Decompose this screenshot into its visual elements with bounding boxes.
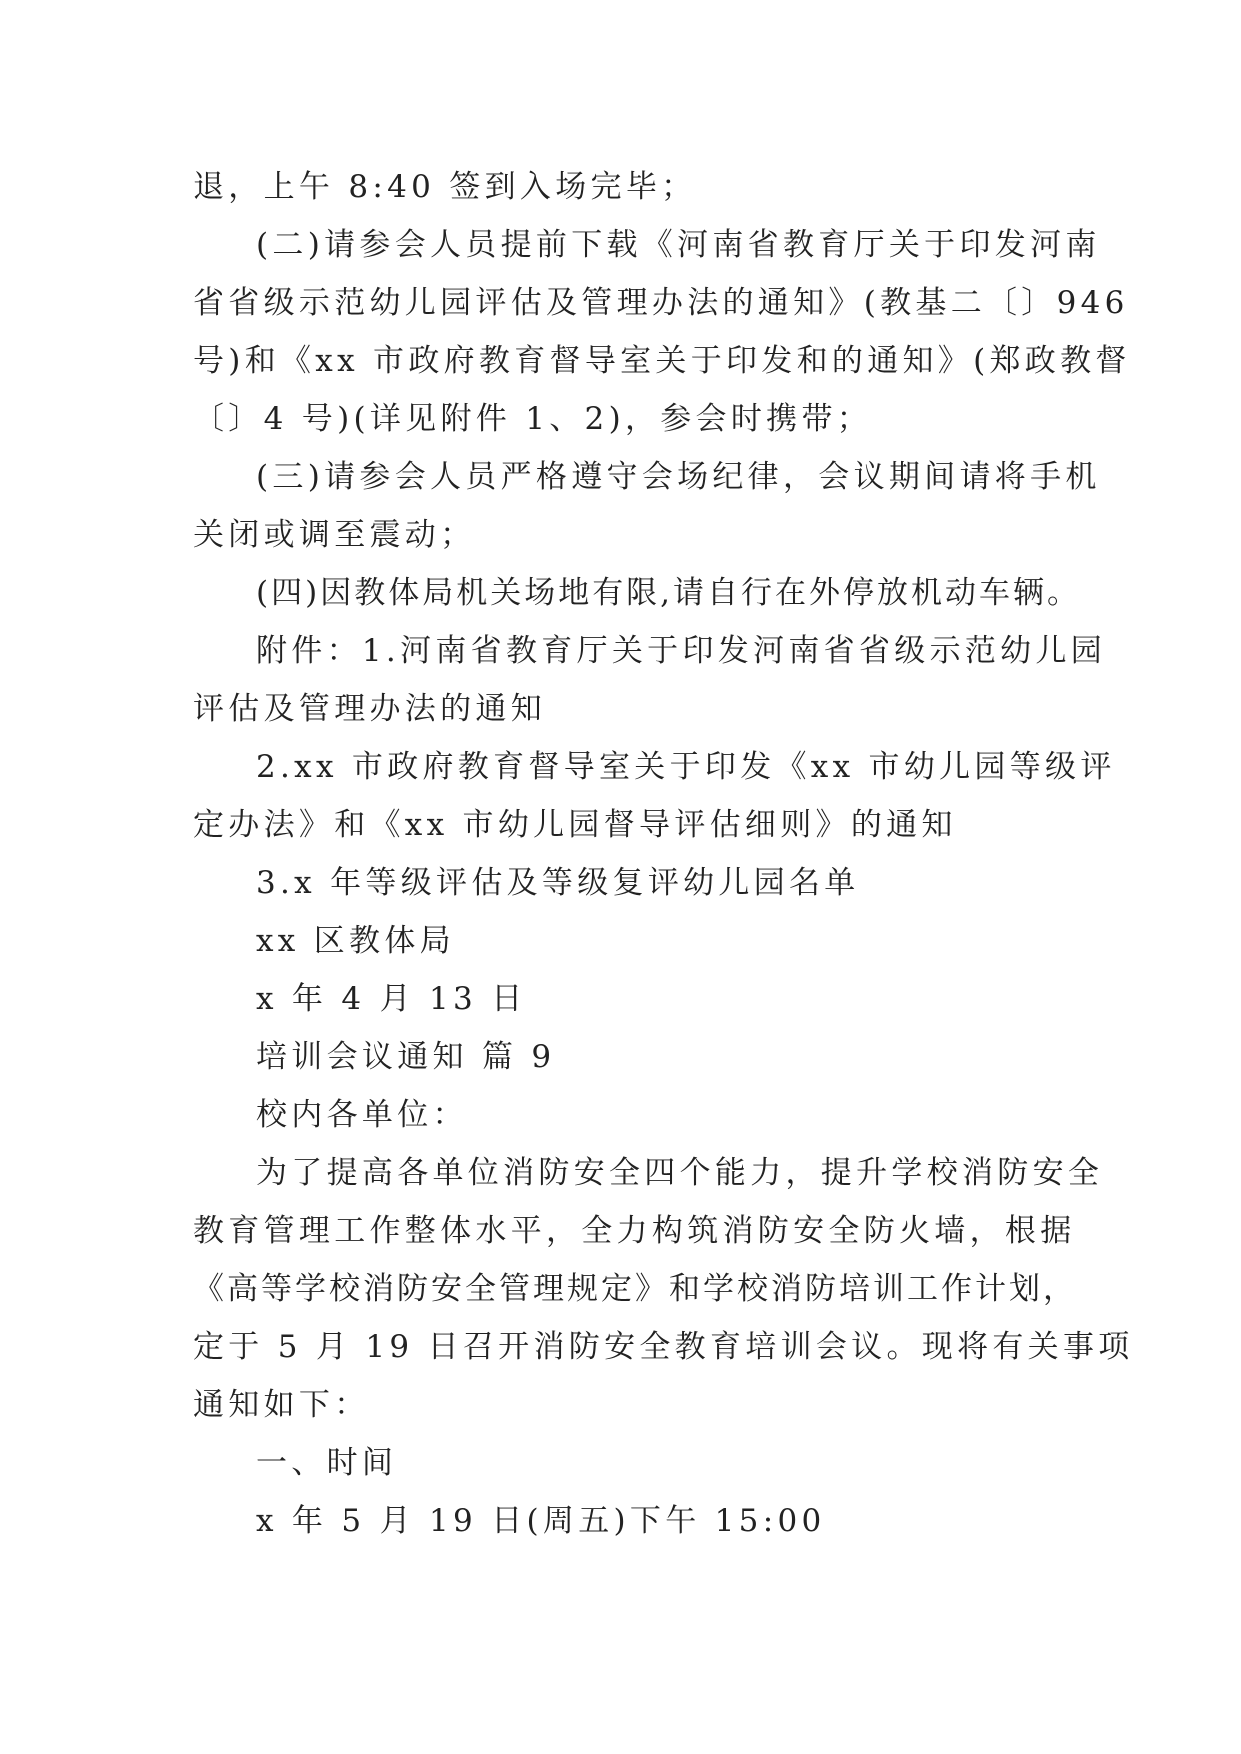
text-line: 3.x 年等级评估及等级复评幼儿园名单	[256, 865, 860, 901]
text-line: 《高等学校消防安全管理规定》和学校消防培训工作计划，	[193, 1271, 1077, 1307]
text-line: 教育管理工作整体水平，全力构筑消防安全防火墙，根据	[193, 1213, 1076, 1249]
salutation-line: 校内各单位：	[256, 1097, 468, 1133]
text-line: x 年 5 月 19 日(周五)下午 15:00	[256, 1503, 826, 1539]
text-line: 关闭或调至震动；	[193, 517, 476, 553]
text-line: 为了提高各单位消防安全四个能力，提升学校消防安全	[256, 1155, 1104, 1191]
heading-line: 一、时间	[256, 1445, 398, 1481]
text-line: 附件：1.河南省教育厅关于印发河南省省级示范幼儿园	[256, 633, 1107, 669]
text-line: 号)和《xx 市政府教育督导室关于印发和的通知》(郑政教督	[193, 343, 1131, 379]
text-line: 退，上午 8:40 签到入场完毕；	[193, 169, 697, 205]
date-line: x 年 4 月 13 日	[256, 981, 527, 1017]
text-line: 省省级示范幼儿园评估及管理办法的通知》(教基二〔〕946	[193, 285, 1129, 321]
text-line: (二)请参会人员提前下载《河南省教育厅关于印发河南	[256, 227, 1101, 263]
text-line: (四)因教体局机关场地有限,请自行在外停放机动车辆。	[256, 575, 1082, 611]
text-line: 定于 5 月 19 日召开消防安全教育培训会议。现将有关事项	[193, 1329, 1134, 1365]
text-line: (三)请参会人员严格遵守会场纪律，会议期间请将手机	[256, 459, 1101, 495]
text-line: 定办法》和《xx 市幼儿园督导评估细则》的通知	[193, 807, 957, 843]
section-title: 培训会议通知 篇 9	[256, 1039, 556, 1075]
sender-line: xx 区教体局	[256, 923, 455, 959]
text-line: 2.xx 市政府教育督导室关于印发《xx 市幼儿园等级评	[256, 749, 1116, 785]
text-line: 评估及管理办法的通知	[193, 691, 546, 727]
text-line: 通知如下：	[193, 1387, 370, 1423]
text-line: 〔〕4 号)(详见附件 1、2)，参会时携带；	[193, 401, 873, 437]
